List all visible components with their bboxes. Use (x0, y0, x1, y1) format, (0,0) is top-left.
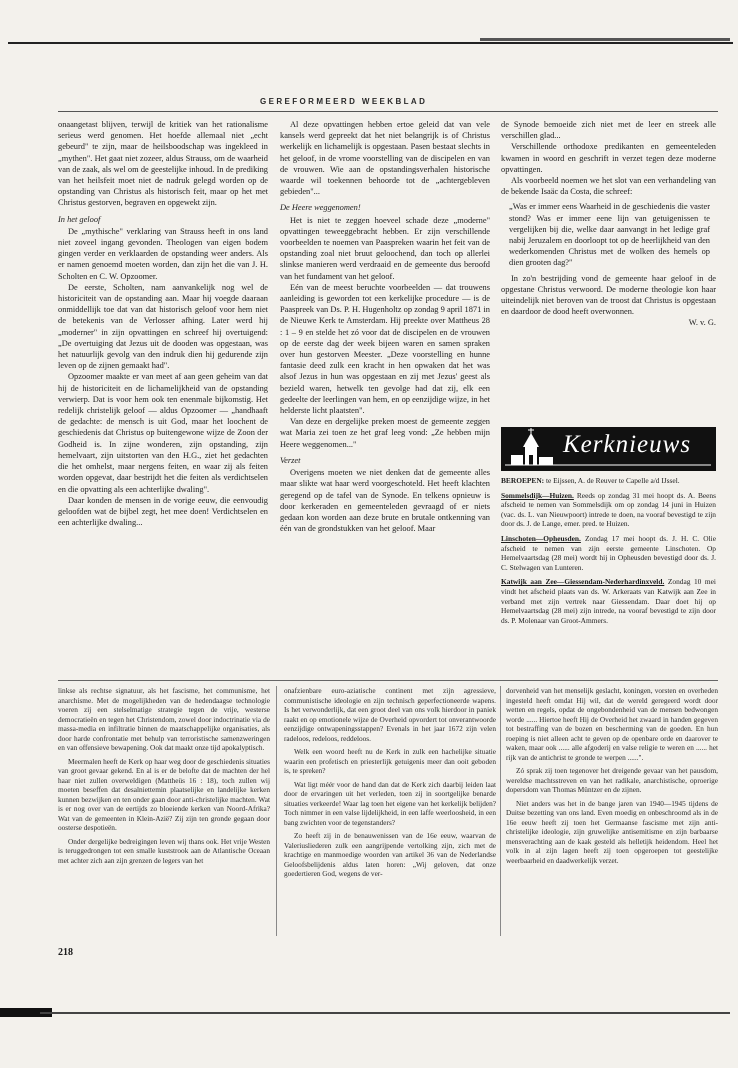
column-divider (276, 686, 277, 936)
lower-column-3 (506, 686, 718, 869)
col3-paragraph: In zo'n bestrijding vond de gemeente haar geloof in de opgestane Christus verwoord. De moderne theologie kon haar uiteindelijk niet beroven van de troost dat Christus is opgestaan en daardoor de dood heeft overwonnen. (501, 273, 716, 317)
beroepen-item (501, 476, 716, 486)
page-number: 218 (58, 947, 73, 958)
col1-paragraph: Opzoomer maakte er van meet af aan geen geheim van dat hij de historiciteit en de lichamelijkheid van de opstanding verwierp. Dat is voor hem ook ten enenmale bijkomstig. Het redelijk christelijk geloof — aldus Opzoomer — „handhaaft de gedachte: de mensch is uit God, maar het loochent de geschiedenis dat Christus op buitengewone wijze de Zoon der Godheid is. In zijne wonderen, zijn opstanding, zijn hemelvaart, zijn uitstorten van den H.G., ziet het gedachten die het omhelst, maar nergens feiten, en waar zij als feiten worden opgevat, daar bestrijdt het die feiten als verdichtselen en die opvatting als een achterlijke dwaling". (58, 372, 268, 494)
col2-paragraph: Eén van de meest beruchte voorbeelden — dat trouwens aanleiding is geworden tot een kerkelijke procedure — is de Paaspreek van Ds. P. H. Hugenholtz op zondag 9 april 1871 in de Nieuwe Kerk te Amsterdam. Hij preekte over Mattheus 28 : 1 – 9 en stelde het zó voor dat de discipelen en de vrouwen op de eerste dag der week bijeen waren en samen spraken over hun gestorven Meester. „Deze voorstelling en hunne fantasie deed zulk een kracht in hen opwaken dat het was alsof Jezus in hun was opgestaan en zij met Jezus' geest als bezield waren, hetwelk ten gevolge had dat zij, elk een gedeelte der leerlingen van hem, en op eenzijdige wijze, in het helderste licht plaatsten". (280, 282, 490, 416)
kerk-news-place: Katwijk aan Zee—Giessendam-Nederhardinxveld. (501, 577, 665, 587)
scan-edge-top (0, 38, 738, 48)
beroepen-label: BEROEPEN: (501, 476, 545, 485)
col2-paragraph: Van deze en dergelijke preken moest de gemeente zeggen wat Maria zei toen ze het graf leeg vond: „Ze hebben mijn Heere weggenomen..." (280, 417, 490, 449)
lower-paragraph: Zó sprak zij toen tegenover het dreigende gevaar van het pausdom, wereldse machtsstreven en van het radikale, anarchistische, oproerige dopersdom van Thomas Müntzer en de zijnen. (506, 766, 718, 794)
kerk-news-item (501, 491, 716, 529)
lower-paragraph: Wat ligt méér voor de hand dan dat de Kerk zich daarbij leiden laat door de ervaringen uit het verleden, toen zij in soortgelijke benarde situaties verkeerde! Waar lag toen het eigene van het kerkelijk belijden? Toch nimmer in een valse lijdelijkheid, in een laffe weerloosheid, in een bang zwichten voor de tegenstanders? (284, 779, 496, 827)
kerk-news-text: Zondag 17 mei hoopt ds. J. H. C. Olie afscheid te nemen van zijn eerste gemeente Linschoten. Op Hemelvaartsdag (28 mei) wordt hij in Opheusden bevestigd door ds. J. C. Stelwagen van Lunteren. (501, 533, 716, 572)
lower-paragraph: linkse als rechtse signatuur, als het fascisme, het communisme, het anarchisme. Met de mogelijkheden van de hedendaagse technologie voeren zij een stelselmatige strategie tegen de vrije, westerse democratieën en tegen het Christendom, zowel door indoctrinatie via de massa-media en infiltratie binnen de maatschappelijke organisaties, als door harde confrontatie met behulp van terroristische samenzweringen en van offensieve bewapening. Ook dat maakt onze tijd apokalyptisch. (58, 686, 270, 752)
col1-paragraph: De „mythische" verklaring van Strauss heeft in ons land niet zoveel ingang gevonden. Theologen van eigen bodem gingen verder en verklaarden de opstanding weer anders. Als er namen genoemd moeten worden, dan zijn het die van J. H. Scholten en C. W. Opzoomer. (58, 226, 268, 281)
lower-column-2 (284, 686, 496, 883)
col3-paragraph: Als voorbeeld noemen we het slot van een verhandeling van de bekende Isaäc da Costa, die schreef: (501, 176, 716, 197)
lower-paragraph: Niet anders was het in de bange jaren van 1940—1945 tijdens de Duitse bezetting van ons land. Even moedig en onbeschroomd als in de 16e eeuw heeft zij toen het Germaanse fascisme met zijn anti-christelijke ideologie, zijn gruwelijke antisemitisme en zijn barbaarse mensverachting aan de kaak gesteld als helletijk heidendom. Heel het volk in al zijn lagen heeft zij toen opgeroepen tot geestelijke weerbaarheid en daadwerkelijk verzet. (506, 798, 718, 865)
col2-paragraph: Het is niet te zeggen hoeveel schade deze „moderne" opvattingen teweeggebracht hebben. Er zijn verschillende voorbeelden te noemen van Paaspreken waarin het feit van de opstanding zoal niet bruut geloochend, dan toch op allerlei slinkse manieren werd verdraaid en de gemeente dus beroofd van het fundament van het geloof. (280, 215, 490, 281)
section-divider (58, 680, 718, 681)
scan-edge-bottom (0, 1006, 738, 1020)
lower-paragraph: Zo heeft zij in de benauwenissen van de 16e eeuw, waarvan de Valeriusliederen zulk een aangrijpende vertolking zijn, zich met de krachtige en manmoedige woorden van artikel 36 van de Nederlandse Geloofsbelijdenis aldus laten horen: „Wij geloven, dat onze goedertieren God, wegens de ver- (284, 831, 496, 878)
da-costa-quote: „Was er immer eens Waarheid in de geschiedenis die vaster stond? Was er immer eene lijn van getuigenissen te vergelijken bij die, welke daar aanvangt in het ledige graf nabij Jeruzalem en doorloopt tot op de heerlijkheid van den wederkomenden Christus met de wolken des hemels op dien grooten dag?" (509, 202, 710, 268)
column-divider (500, 686, 501, 936)
kerknieuws-items (501, 476, 716, 630)
kerknieuws-title: Kerknieuws (563, 431, 692, 458)
col2-paragraph: Overigens moeten we niet denken dat de gemeente alles maar slikte wat haar werd voorgeschoteld. Het heeft klachten geregend op de tafel van de Synode. En telkens opnieuw is door kerkeraden en gemeenteleden gevraagd of er niets gedaan kon worden aan deze brute en brutale ontkenning van één van de grondstukken van het geloof. Maar (280, 468, 490, 534)
kerk-news-item (501, 534, 716, 572)
col3-paragraph: Verschillende orthodoxe predikanten en gemeenteleden kwamen in woord en geschrift in verzet tegen deze moderne opvattingen. (501, 142, 716, 174)
article-column-1 (58, 119, 268, 528)
col1-paragraph: De eerste, Scholten, nam aanvankelijk nog wel de historiciteit van de opstanding aan. Maar hij voegde daaraan onmiddellijk toe dat van dat historisch geloof voor hem niet de betekenis van de Verlosser afhing. Later werd hij „moderner" in zijn opvattingen en schreef hij overtuigend: „De overtuiging dat Jezus uit de dooden was opgestaan, was het natuurlijk gevolg van den indruk dien hij gedurende zijn leven op de zijnen gemaakt had". (58, 282, 268, 371)
subheading-verzet: Verzet (280, 455, 301, 465)
article-column-2 (280, 119, 490, 534)
col2-paragraph: Al deze opvattingen hebben ertoe geleid dat van vele kansels werd gepreekt dat het niet belangrijk is of Christus werkelijk en lichamelijk is opgestaan. Pasen bestaat slechts in het geloof, in de vrome voorstelling van de discipelen en van de vrouwen. Wie aan de opstandingsverhalen historische waarde wil toekennen behoorde tot de „achtergebleven gebieden"... (280, 120, 490, 197)
article-column-3 (501, 119, 716, 329)
lower-paragraph: Onder dergelijke bedreigingen leven wij thans ook. Het vrije Westen is teruggedrongen tot een smalle kuststrook aan de Atlantische Oceaan met achter zich aan zijn grenzen de legers van het (58, 836, 270, 865)
col1-paragraph: onaangetast blijven, terwijl de kritiek van het rationalisme serieus werd genomen. Het hoefde allemaal niet „echt gebeurd" te zijn, maar de heilsboodschap was ingekleed in „mythen". Het gaat niet zozeer, aldus Strauss, om de waarheid van de zaak, als wel om de geestelijke inhoud. In de prediking van het heilsfeit moet niet de nadruk gelegd worden op de opstanding van Christus als historisch feit, maar op het met Christus gestorven, begraven en opgewekt zijn. (58, 120, 268, 208)
col1-paragraph: Daar konden de mensen in de vorige eeuw, die eenvoudig geloofden wat de bijbel zegt, het mee doen! Verdichtselen en een achterlijke dwaling... (58, 495, 268, 528)
running-header: GEREFORMEERD WEEKBLAD (260, 97, 428, 106)
kerknieuws-banner (501, 427, 716, 471)
kerk-news-place: Linschoten—Opheusden. (501, 533, 581, 543)
kerk-news-text: Reeds op zondag 31 mei hoopt ds. A. Beens afscheid te nemen van Sommelsdijk om op zondag 14 juni in Huizen (vac. ds. L. van Nieuwpoort) intrede te doen, na vooraf bevestigd te zijn door ds. J. de Lange, emer. pred. te Huizen. (501, 490, 717, 529)
col3-paragraph: de Synode bemoeide zich niet met de leer en streek alle verschillen glad... (501, 120, 716, 141)
kerk-news-place: Sommelsdijk—Huizen. (501, 490, 574, 500)
kerk-news-text: Zondag 10 mei vindt het afscheid plaats van ds. W. Arkeraats van Katwijk aan Zee in verband met zijn vertrek naar Giessendam. Daar doet hij op Hemelvaartsdag (28 mei) zijn intrede, na vooraf bevestigd te zijn door ds. P. Molenaar van Groot-Ammers. (501, 577, 716, 625)
author-signature: W. v. G. (688, 318, 716, 328)
lower-paragraph: Meermalen heeft de Kerk op haar weg door de geschiedenis situaties van groot gevaar gekend. En al is er de beloftе dat de machten der hel haar niet zullen overweldigen (Mattheüs 16 : 18), toch zullen wij moeten beseffen dat desalniettemin plaatselijke en landelijke kerken kunnen bezwijken en ten onder gaan door anti-christelijke machten. Wat is er nog over van de eertijds zo bloeiende kerken van Noord-Afrika? Wat van de gemeenten in Klein-Azië? Zij zijn ten gronde gegaan door oosterse despotieën. (58, 756, 270, 832)
subheading-heere-weggenomen: De Heere weggenomen! (280, 203, 361, 213)
lower-paragraph: onafzienbare euro-aziatische continent met zijn agressieve, communistische ideologie en zijn technisch geperfectioneerde wapens. Is het verwonderlijk, dat een groot deel van ons volk hierdoor in paniek raakt en op emotionele wijze de Overheid opvordert tot onverantwoorde eenzijdige ontwapeningsstappen? Evenals in het jaar 1672 zijn velen radeloos, redeloos, reddeloos. (284, 686, 496, 743)
lower-paragraph: dorvenheid van het menselijk geslacht, koningen, vorsten en overheden ingesteld heeft omdat Hij wil, dat de wereld geregeerd wordt door wetten en regels, opdat de ongebondenheid van de mensen bedwongen worde ...... Hiertoe heeft Hij de Overheid het zwaard in handen gegeven tot bestraffing van de bozen en bescherming van de goeden. En hun roeping is niet alleen acht te geven op de openbare orde en daarover te waken, maar ook ...... alle afgoderij en valse religie te weren en ...... het rijk van de antichrist te gronde te werpen ......". (506, 686, 718, 762)
lower-column-1 (58, 686, 270, 869)
lower-paragraph: Welk een woord heeft nu de Kerk in zulk een hachelijke situatie waarin een profetisch en priesterlijk getuigenis meer dan ooit geboden is, te spreken? (284, 747, 496, 775)
subheading-in-het-geloof: In het geloof (58, 214, 101, 224)
header-rule (58, 111, 718, 112)
beroepen-text: te Eijssen, A. de Reuver te Capelle a/d IJssel. (545, 476, 680, 485)
kerk-news-item (501, 577, 716, 625)
